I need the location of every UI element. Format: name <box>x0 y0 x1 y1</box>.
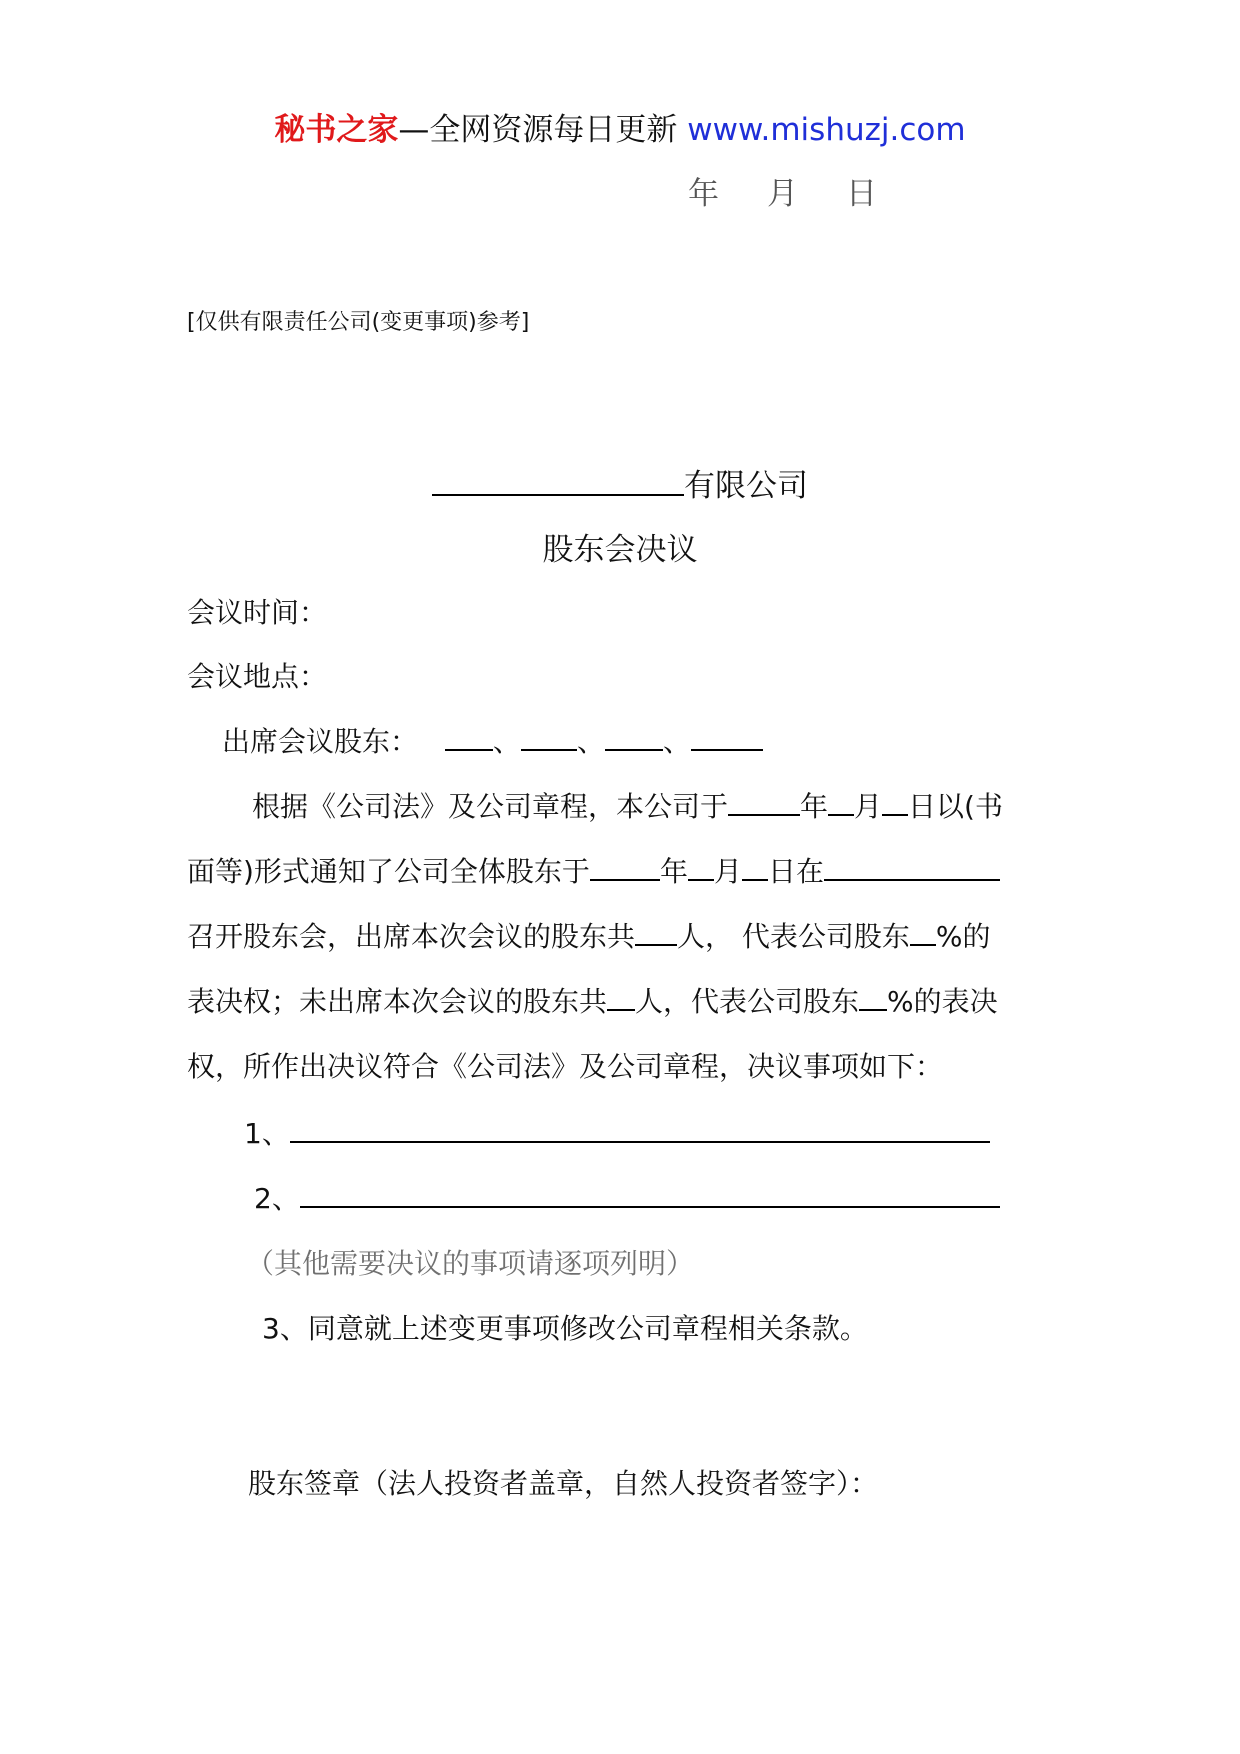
body-text: 根据《公司法》及公司章程，本公司于 <box>252 790 729 823</box>
additional-items-hint: （其他需要决议的事项请逐项列明） <box>246 1247 695 1280</box>
body-text: 年 <box>800 790 829 823</box>
body-text: 日在 <box>767 855 824 888</box>
body-text: 月 <box>854 790 883 823</box>
absent-count-blank <box>607 981 635 1011</box>
body-line-1 <box>252 785 1003 825</box>
body-text: 日以(书 <box>908 790 1003 823</box>
company-name-line <box>0 460 1240 505</box>
body-line-2 <box>187 850 1000 890</box>
date-day: 日 <box>846 176 877 212</box>
meeting-year-blank <box>590 851 660 881</box>
document-header <box>0 104 1240 149</box>
body-text: 表决权；未出席本次会议的股东共 <box>187 985 608 1018</box>
attendee-blank <box>691 721 763 751</box>
usage-note: [仅供有限责任公司(变更事项)参考] <box>187 310 530 335</box>
body-text: 召开股东会，出席本次会议的股东共 <box>187 920 636 953</box>
attendee-separator: 、 <box>492 725 521 758</box>
body-text: %的 <box>935 920 991 953</box>
attendee-count-blank <box>635 916 677 946</box>
date-year: 年 <box>688 176 719 212</box>
meeting-month-blank <box>688 851 714 881</box>
resolution-item-blank <box>300 1178 1000 1208</box>
date-month: 月 <box>767 176 798 212</box>
meeting-day-blank <box>742 851 768 881</box>
item-number: 2、 <box>254 1182 300 1215</box>
resolution-item-3: 3、同意就上述变更事项修改公司章程相关条款。 <box>262 1312 868 1345</box>
document-title: 股东会决议 <box>542 532 698 568</box>
item-number: 1、 <box>244 1117 290 1150</box>
company-name-blank <box>432 463 684 496</box>
meeting-place-blank <box>824 851 1000 881</box>
body-line-5: 权，所作出决议符合《公司法》及公司章程，决议事项如下： <box>187 1050 944 1083</box>
attendee-separator: 、 <box>662 725 691 758</box>
site-link[interactable]: www.mishuzj.com <box>687 112 966 148</box>
resolution-item-1 <box>244 1112 990 1152</box>
attendee-blank <box>445 721 493 751</box>
body-text: %的表决 <box>887 985 998 1018</box>
attendee-blank <box>605 721 663 751</box>
body-text: 月 <box>713 855 742 888</box>
attendee-separator: 、 <box>576 725 605 758</box>
meeting-time-label: 会议时间： <box>187 596 328 629</box>
date-stamp <box>688 168 925 213</box>
attendees-line <box>222 720 763 760</box>
attendees-label: 出席会议股东： <box>222 725 419 758</box>
body-text: 年 <box>659 855 688 888</box>
body-text: 人， 代表公司股东 <box>677 920 910 953</box>
body-line-4 <box>187 980 998 1020</box>
meeting-place-label: 会议地点： <box>187 660 328 693</box>
resolution-item-2 <box>254 1177 1000 1217</box>
body-text: 面等)形式通知了公司全体股东于 <box>187 855 590 888</box>
notice-year-blank <box>728 786 800 816</box>
header-slogan: —全网资源每日更新 <box>398 112 678 148</box>
brand-name: 秘书之家 <box>274 112 399 148</box>
body-text: 人，代表公司股东 <box>635 985 860 1018</box>
shareholder-signature-label: 股东签章（法人投资者盖章，自然人投资者签字）： <box>248 1467 879 1500</box>
resolution-item-blank <box>290 1113 990 1143</box>
company-suffix: 有限公司 <box>684 468 808 504</box>
attendee-blank <box>521 721 577 751</box>
absent-share-blank <box>859 981 887 1011</box>
notice-month-blank <box>828 786 854 816</box>
body-line-3 <box>187 915 991 955</box>
attendee-share-blank <box>910 916 936 946</box>
notice-day-blank <box>882 786 908 816</box>
